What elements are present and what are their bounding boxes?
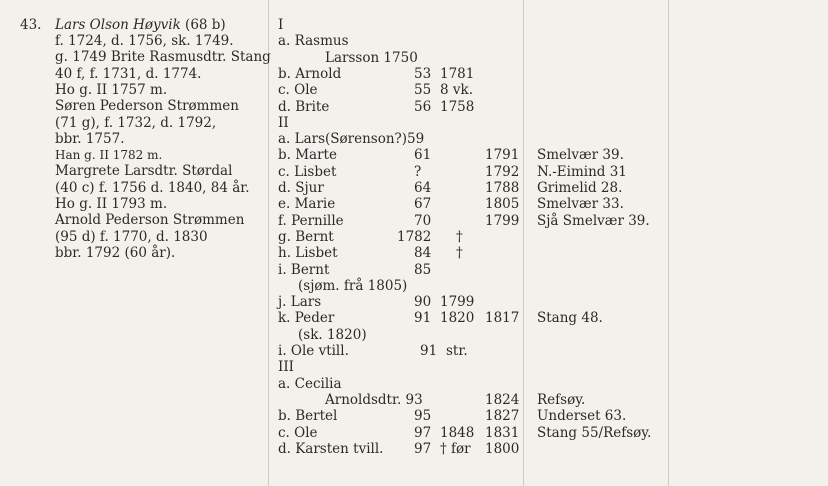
child-label: c. Lisbet — [278, 163, 337, 180]
child-ref: 55 — [414, 82, 432, 99]
child-label: a. Rasmus — [278, 33, 349, 50]
entry-line: bbr. 1792 (60 år). — [55, 244, 176, 261]
child-ref: 56 — [414, 98, 432, 115]
child-label: I — [278, 17, 284, 33]
child-married-year: 1792 — [485, 163, 520, 180]
child-year: 1848 — [440, 424, 475, 441]
child-ref: 97 — [414, 424, 432, 441]
child-label: (sk. 1820) — [298, 326, 367, 343]
child-year: 1758 — [440, 98, 475, 115]
child-label: d. Sjur — [278, 180, 324, 196]
entry-name: Lars Olson Høyvik — [55, 17, 181, 33]
child-label: (sjøm. frå 1805) — [298, 277, 408, 294]
entry-line: (40 c) f. 1756 d. 1840, 84 år. — [55, 179, 250, 196]
child-year: 1820 — [440, 310, 475, 327]
child-place: N.-Eimind 31 — [537, 163, 627, 180]
child-label: f. Pernille — [278, 212, 344, 229]
entry-head — [55, 17, 226, 33]
child-year: str. — [446, 343, 468, 359]
child-ref: 91 — [420, 343, 438, 359]
entry-line: Ho g. II 1793 m. — [55, 196, 168, 212]
child-place: Underset 63. — [537, 408, 627, 425]
entry-line: bbr. 1757. — [55, 130, 125, 147]
child-married-year: 1799 — [485, 212, 520, 229]
child-label: j. Lars — [278, 294, 322, 311]
child-ref: 67 — [414, 196, 432, 213]
child-married-year: 1817 — [485, 310, 520, 327]
child-label: i. Ole vtill. — [278, 343, 349, 359]
child-place: Smelvær 33. — [537, 196, 624, 213]
entry-line: Arnold Pederson Strømmen — [55, 212, 245, 229]
child-label: b. Bertel — [278, 408, 338, 425]
child-ref: 70 — [414, 212, 432, 229]
child-ref: 84 — [414, 245, 432, 262]
child-place: Smelvær 39. — [537, 147, 624, 164]
child-year: † — [456, 245, 463, 262]
child-label: b. Arnold — [278, 65, 342, 82]
child-label: h. Lisbet — [278, 245, 338, 262]
entry-line: 40 f, f. 1731, d. 1774. — [55, 65, 202, 82]
child-label: e. Marie — [278, 196, 336, 213]
child-label: g. Bernt — [278, 228, 334, 245]
child-ref: 95 — [414, 408, 432, 425]
child-married-year: 1800 — [485, 440, 520, 457]
child-ref: 53 — [414, 65, 432, 82]
child-place: Refsøy. — [537, 391, 586, 408]
child-place: Stang 55/Refsøy. — [537, 424, 652, 441]
child-year: † før — [440, 440, 471, 457]
child-label: c. Ole — [278, 82, 318, 99]
column-rule-3 — [668, 0, 669, 486]
child-label: Arnoldsdtr. 93 — [325, 391, 423, 408]
child-label: a. Lars(Sørenson?)59 — [278, 131, 425, 148]
child-married-year: 1805 — [485, 196, 520, 213]
entry-line: Ho g. II 1757 m. — [55, 81, 168, 98]
child-place: Sjå Smelvær 39. — [537, 212, 650, 229]
entry-number: 43. — [20, 17, 42, 33]
child-ref: 64 — [414, 180, 432, 196]
child-ref: 1782 — [397, 228, 432, 245]
child-label: a. Cecilia — [278, 375, 342, 392]
child-ref: ? — [414, 163, 422, 180]
child-year: 8 vk. — [440, 82, 473, 99]
column-rule-1 — [268, 0, 269, 486]
child-year: 1799 — [440, 294, 475, 311]
child-ref: 91 — [414, 310, 432, 327]
child-ref: 85 — [414, 261, 432, 278]
child-label: c. Ole — [278, 424, 318, 441]
entry-line: (71 g), f. 1732, d. 1792, — [55, 114, 217, 131]
child-year: 1781 — [440, 65, 475, 82]
child-label: b. Marte — [278, 147, 337, 164]
child-ref: 90 — [414, 294, 432, 311]
child-label: Larsson 1750 — [325, 49, 418, 66]
entry-line: Margrete Larsdtr. Størdal — [55, 163, 233, 180]
entry-line: g. 1749 Brite Rasmusdtr. Stang — [55, 49, 271, 66]
child-married-year: 1788 — [485, 180, 520, 196]
entry-line: f. 1724, d. 1756, sk. 1749. — [55, 33, 234, 49]
child-married-year: 1831 — [485, 424, 520, 441]
child-married-year: 1791 — [485, 147, 520, 164]
child-label: II — [278, 114, 289, 131]
child-place: Stang 48. — [537, 310, 603, 327]
child-label: d. Karsten tvill. — [278, 440, 384, 457]
child-place: Grimelid 28. — [537, 180, 623, 196]
child-label: k. Peder — [278, 310, 335, 327]
child-married-year: 1827 — [485, 408, 520, 425]
column-rule-2 — [523, 0, 524, 486]
child-married-year: 1824 — [485, 391, 520, 408]
entry-line: (95 d) f. 1770, d. 1830 — [55, 228, 208, 245]
child-ref: 61 — [414, 147, 432, 164]
child-ref: 97 — [414, 440, 432, 457]
entry-line: Søren Pederson Strømmen — [55, 98, 239, 115]
child-label: III — [278, 359, 294, 376]
entry-line: Han g. II 1782 m. — [55, 148, 163, 163]
child-label: i. Bernt — [278, 261, 330, 278]
child-label: d. Brite — [278, 98, 330, 115]
child-year: † — [456, 228, 463, 245]
entry-ref: (68 b) — [180, 17, 226, 33]
